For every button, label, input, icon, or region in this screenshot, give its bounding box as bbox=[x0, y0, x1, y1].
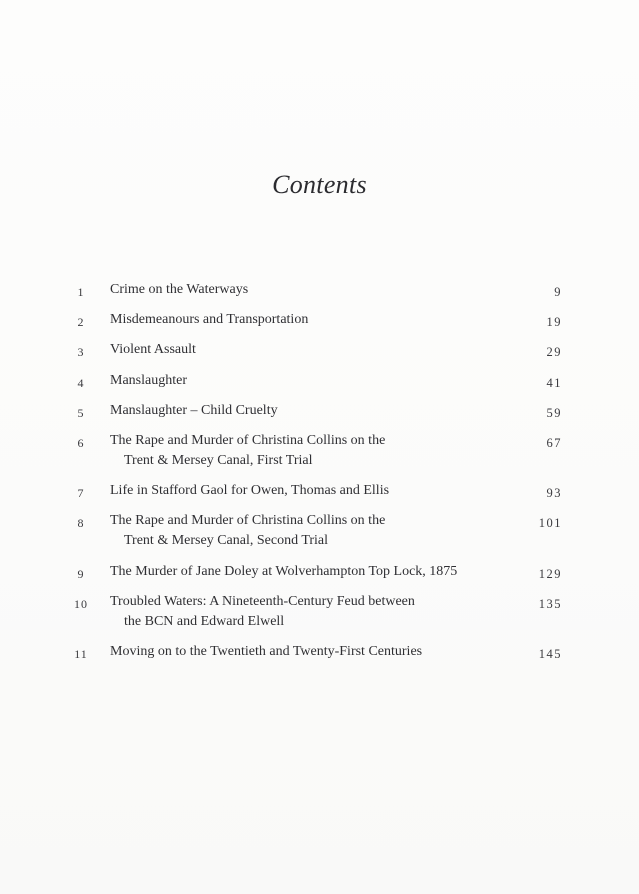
chapter-title bbox=[110, 562, 520, 582]
chapter-title-line: The Rape and Murder of Christina Collins on the bbox=[110, 513, 386, 528]
chapter-title bbox=[110, 401, 520, 421]
chapter-title-continuation: the BCN and Edward Elwell bbox=[124, 614, 285, 629]
chapter-title bbox=[110, 371, 520, 391]
chapter-title bbox=[110, 310, 520, 330]
chapter-number: 8 bbox=[77, 516, 85, 530]
chapter-number: 6 bbox=[77, 436, 85, 450]
chapter-number: 7 bbox=[77, 486, 85, 500]
page-number: 59 bbox=[546, 406, 562, 420]
chapter-title bbox=[110, 511, 520, 551]
page-number: 19 bbox=[546, 315, 562, 329]
chapter-title-line: Troubled Waters: A Nineteenth-Century Feud between bbox=[110, 594, 415, 609]
chapter-number: 3 bbox=[77, 345, 85, 359]
chapter-number: 11 bbox=[74, 647, 88, 661]
chapter-number: 9 bbox=[77, 567, 85, 581]
chapter-title-continuation: Trent & Mersey Canal, First Trial bbox=[124, 453, 313, 468]
page-number: 9 bbox=[554, 285, 562, 299]
chapter-title-line: Manslaughter – Child Cruelty bbox=[110, 403, 278, 418]
chapter-title-continuation: Trent & Mersey Canal, Second Trial bbox=[124, 533, 329, 548]
chapter-title-line: Moving on to the Twentieth and Twenty-First Centuries bbox=[110, 644, 423, 659]
chapter-title-line: Crime on the Waterways bbox=[110, 282, 249, 297]
page-number: 101 bbox=[538, 516, 562, 530]
chapter-title bbox=[110, 592, 520, 632]
page-title: Contents bbox=[272, 170, 367, 199]
chapter-title-line: Misdemeanours and Transportation bbox=[110, 312, 309, 327]
chapter-number: 2 bbox=[77, 315, 85, 329]
chapter-title bbox=[110, 481, 520, 501]
page-number: 129 bbox=[538, 567, 562, 581]
chapter-number: 5 bbox=[77, 406, 85, 420]
page-number: 67 bbox=[546, 436, 562, 450]
chapter-title bbox=[110, 280, 520, 300]
page-number: 93 bbox=[546, 486, 562, 500]
chapter-number: 10 bbox=[74, 597, 88, 611]
chapter-title-line: The Murder of Jane Doley at Wolverhampton Top Lock, 1875 bbox=[110, 564, 458, 579]
chapter-title-line: Life in Stafford Gaol for Owen, Thomas and Ellis bbox=[110, 483, 390, 498]
chapter-title bbox=[110, 340, 520, 360]
chapter-title bbox=[110, 642, 520, 662]
page-number: 29 bbox=[546, 345, 562, 359]
page-number: 135 bbox=[538, 597, 562, 611]
chapter-number: 4 bbox=[77, 376, 85, 390]
chapter-number: 1 bbox=[77, 285, 85, 299]
page-number: 145 bbox=[538, 647, 562, 661]
page-number: 41 bbox=[546, 376, 562, 390]
chapter-title-line: Violent Assault bbox=[110, 342, 196, 357]
chapter-title-line: Manslaughter bbox=[110, 373, 187, 388]
chapter-title-line: The Rape and Murder of Christina Collins on the bbox=[110, 433, 386, 448]
chapter-title bbox=[110, 431, 520, 471]
